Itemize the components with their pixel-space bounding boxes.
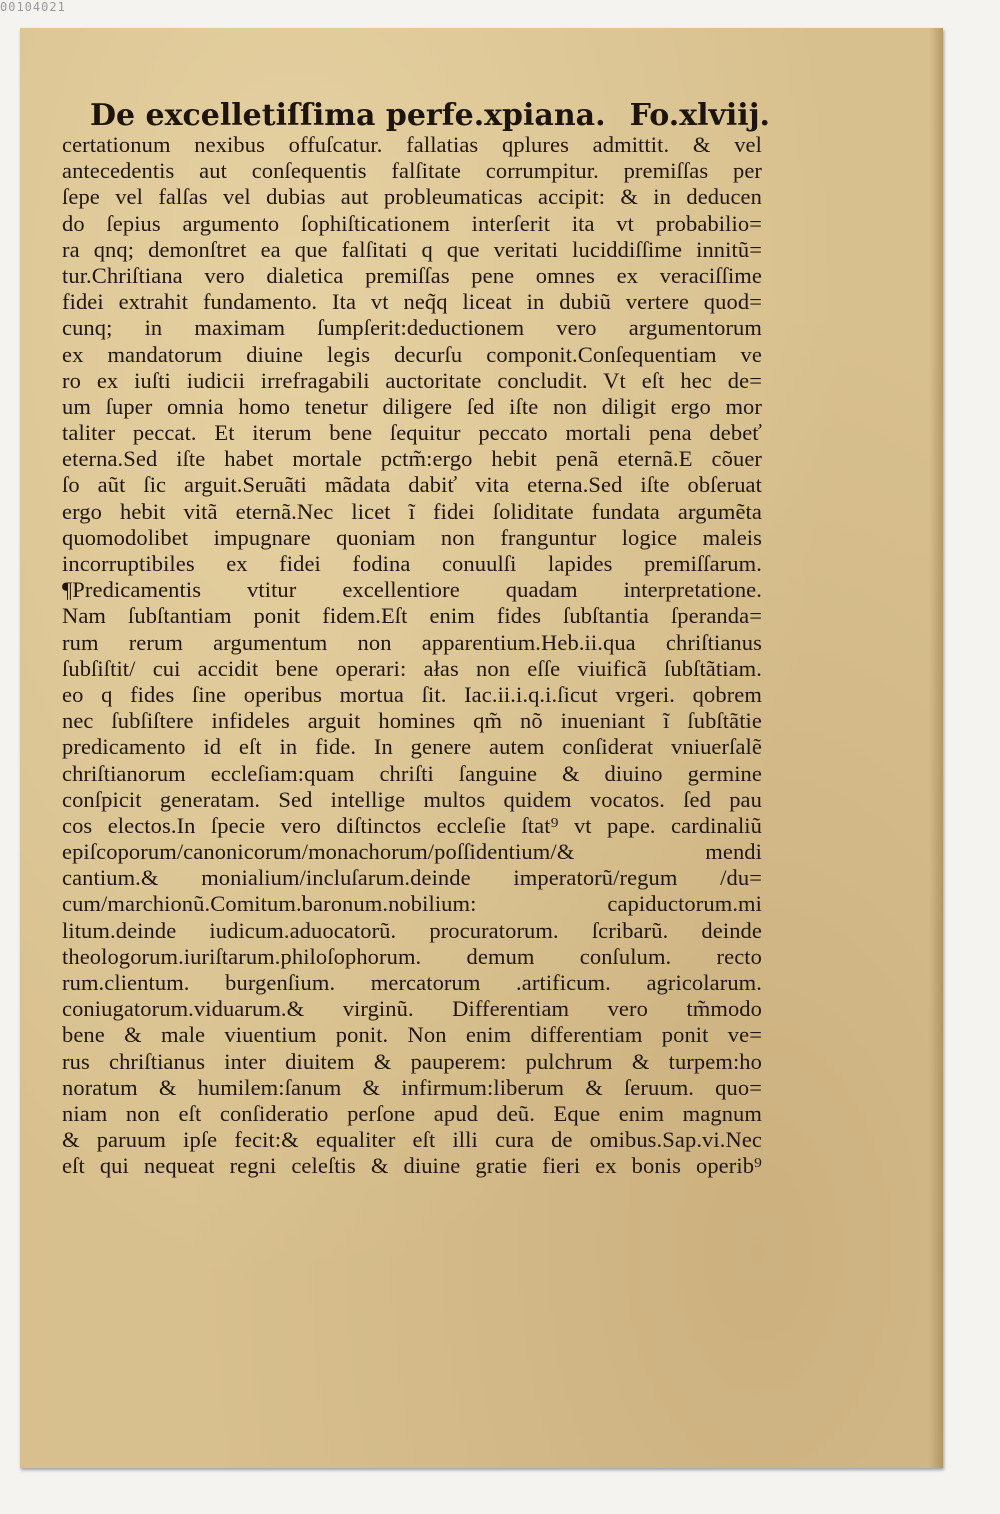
text-line: nec ſubſiſtere infideles arguit homines qm̃ nõ inueniant ĩ ſubſtãtie: [62, 708, 762, 734]
text-line: cunq; in maximam ſumpſerit:deductionem vero argumentorum: [62, 315, 762, 341]
text-line: ſubſiſtit/ cui accidit bene operari: ałas non eſſe viuificã ſubſtãtiam.: [62, 655, 762, 681]
text-line: eterna.Sed iſte habet mortale pctm̃:ergo hebit penã eternã.E cõuer: [62, 446, 762, 472]
text-line: ¶Predicamentis vtitur excellentiore quadam interpretatione.: [62, 577, 762, 603]
text-line: cantium.& monialium/incluſarum.deinde imperatorũ/regum /du=: [62, 865, 762, 891]
text-line: fidei extrahit fundamento. Ita vt neq̃q liceat in dubiũ vertere quod=: [62, 289, 762, 315]
text-line: & paruum ipſe fecit:& equaliter eſt illi cura de omibus.Sap.vi.Nec: [62, 1127, 762, 1153]
text-line: rum.clientum. burgenſium. mercatorum .artificum. agricolarum.: [62, 970, 762, 995]
running-title: De excelletiſſima perfe.xpiana.: [90, 98, 606, 133]
book-page: [20, 28, 943, 1468]
text-line: ro ex iuſti iudicii irrefragabili auctoritate concludit. Vt eſt hec de=: [62, 367, 762, 393]
text-line: antecedentis aut conſequentis falſitate corrumpitur. premiſſas per: [62, 158, 762, 184]
text-line: incorruptibiles ex fidei fodina conuulſi lapides premiſſarum.: [62, 551, 762, 576]
text-line: taliter peccat. Et iterum bene ſequitur peccato mortali pena debeť: [62, 420, 762, 446]
text-line: cum/marchionũ.Comitum.baronum.nobilium: capiductorum.mi: [62, 891, 762, 917]
text-line: predicamento id eſt in fide. In genere autem conſiderat vniuerſalẽ: [62, 734, 762, 760]
text-line: epiſcoporum/canonicorum/monachorum/poſſidentium/& mendi: [62, 839, 762, 865]
text-line: coniugatorum.viduarum.& virginũ. Differentiam vero tm̃modo: [62, 996, 762, 1022]
text-line: eo q fides ſine operibus mortua ſit. Iac.ii.i.q.i.ſicut vrgeri. qobrem: [62, 681, 762, 707]
text-line: ſepe vel falſas vel dubias aut probleumaticas accipit: & in deducen: [62, 184, 762, 210]
text-line: eſt qui nequeat regni celeſtis & diuine gratie fieri ex bonis operib⁹: [62, 1153, 762, 1179]
text-line: quomodolibet impugnare quoniam non franguntur logice maleis: [62, 524, 762, 550]
text-line: conſpicit generatam. Sed intellige multos quidem vocatos. ſed pau: [62, 786, 762, 812]
text-line: theologorum.iuriſtarum.philoſophorum. demum conſulum. recto: [62, 943, 762, 969]
text-line: rus chriſtianus inter diuitem & pauperem: pulchrum & turpem:ho: [62, 1048, 762, 1074]
text-line: cos electos.In ſpecie vero diſtinctos eccleſie ſtat⁹ vt pape. cardinaliũ: [62, 812, 762, 838]
folio-number: Fo.xlviij.: [629, 98, 770, 133]
text-line: litum.deinde iudicum.aduocatorũ. procuratorum. ſcribarũ. deinde: [62, 917, 762, 943]
text-line: certationum nexibus offuſcatur. fallatias qplures admittit. & vel: [62, 132, 762, 157]
scan-id-label: 00104021: [0, 0, 66, 14]
text-line: rum rerum argumentum non apparentium.Heb.ii.qua chriſtianus: [62, 629, 762, 655]
text-line: niam non eſt conſideratio perſone apud deũ. Eque enim magnum: [62, 1100, 762, 1126]
text-line: um ſuper omnia homo tenetur diligere ſed iſte non diligit ergo mor: [62, 393, 762, 419]
text-line: tur.Chriſtiana vero dialetica premiſſas pene omnes ex veraciſſime: [62, 262, 762, 288]
text-line: ex mandatorum diuine legis decurſu componit.Conſequentiam ve: [62, 341, 762, 367]
text-line: do ſepius argumento ſophiſticationem interſerit ita vt probabilio=: [62, 210, 762, 236]
text-line: noratum & humilem:ſanum & infirmum:liberum & ſeruum. quo=: [62, 1074, 762, 1100]
text-line: ergo hebit vitã eternã.Nec licet ĩ fidei ſoliditate fundata argumẽta: [62, 498, 762, 524]
text-line: ra qnq; demonſtret ea que falſitati q que veritati luciddiſſime innitũ=: [62, 236, 762, 262]
text-line: Nam ſubſtantiam ponit fidem.Eſt enim fides ſubſtantia ſperanda=: [62, 603, 762, 629]
text-block: [62, 132, 762, 1180]
text-line: chriſtianorum eccleſiam:quam chriſti ſanguine & diuino germine: [62, 760, 762, 786]
text-line: ſo aũt ſic arguit.Seruãti mãdata dabiť vita eterna.Sed iſte obſeruat: [62, 472, 762, 498]
text-line: bene & male viuentium ponit. Non enim differentiam ponit ve=: [62, 1022, 762, 1048]
